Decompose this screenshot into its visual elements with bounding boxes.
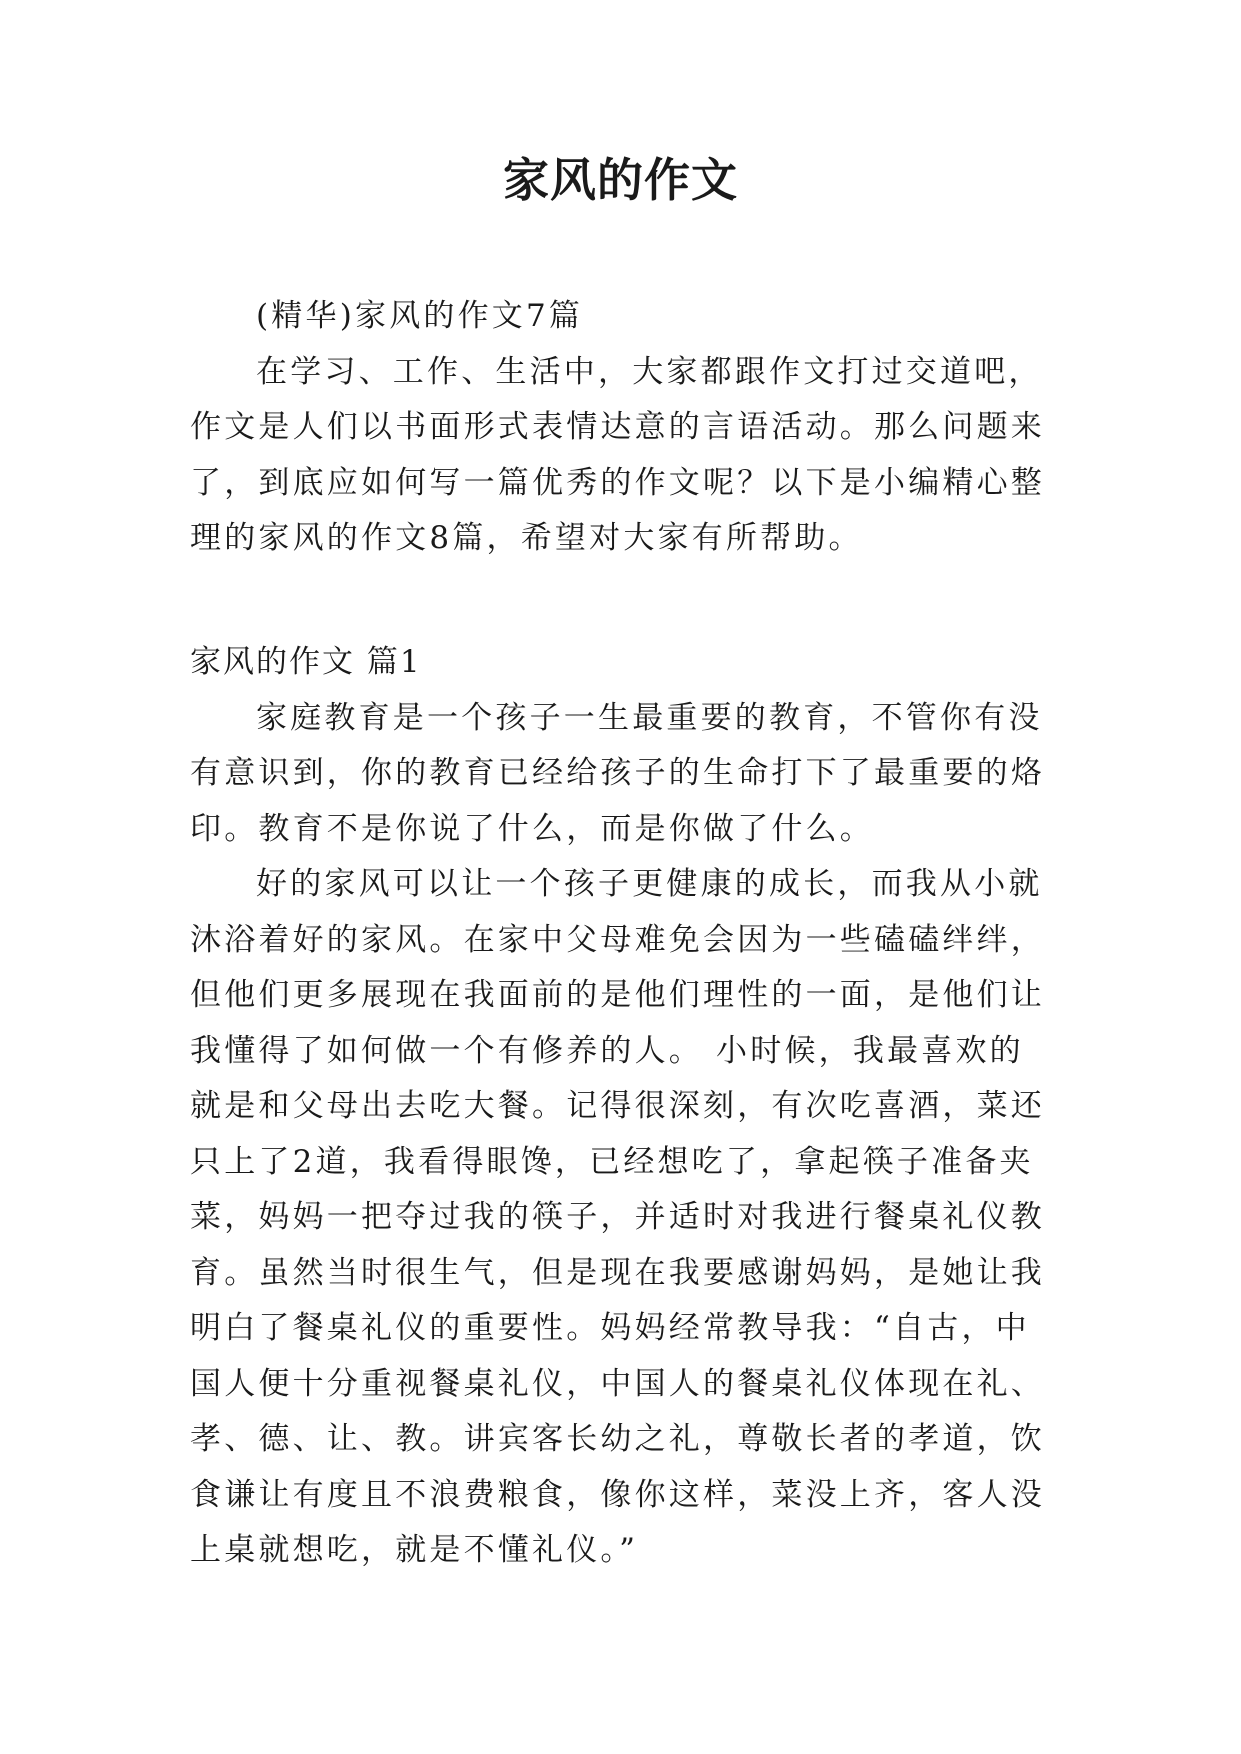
paragraph-2: 好的家风可以让一个孩子更健康的成长，而我从小就沐浴着好的家风。在家中父母难免会因为一些磕磕绊绊，但他们更多展现在我面前的是他们理性的一面，是他们让我懂得了如何做一个有修养的人。 小时候，我最喜欢的就是和父母出去吃大餐。记得很深刻，有次吃喜酒，菜还只上了2道，我看得眼馋，已经想吃了，拿起筷子准备夹菜，妈妈一把夺过我的筷子，并适时对我进行餐桌礼仪教育。虽然当时很生气，但是现在我要感谢妈妈，是她让我明白了餐桌礼仪的重要性。妈妈经常教导我：“自古，中国人便十分重视餐桌礼仪，中国人的餐桌礼仪体现在礼、孝、德、让、教。讲宾客长幼之礼，尊敬长者的孝道，饮食谦让有度且不浪费粮食，像你这样，菜没上齐，客人没上桌就想吃，就是不懂礼仪。” [190, 866, 1045, 1568]
section-1 [190, 635, 1052, 1579]
intro-block [190, 289, 1052, 567]
section-heading: 家风的作文 篇1 [190, 644, 422, 680]
intro-paragraph: 在学习、工作、生活中，大家都跟作文打过交道吧，作文是人们以书面形式表情达意的言语活动。那么问题来了，到底应如何写一篇优秀的作文呢？以下是小编精心整理的家风的作文8篇，希望对大家有所帮助。 [190, 353, 1045, 556]
document-title: 家风的作文 [503, 153, 738, 207]
paragraph-1: 家庭教育是一个孩子一生最重要的教育，不管你有没有意识到，你的教育已经给孩子的生命打下了最重要的烙印。教育不是你说了什么，而是你做了什么。 [190, 699, 1045, 847]
document-subtitle: (精华)家风的作文7篇 [256, 298, 584, 334]
